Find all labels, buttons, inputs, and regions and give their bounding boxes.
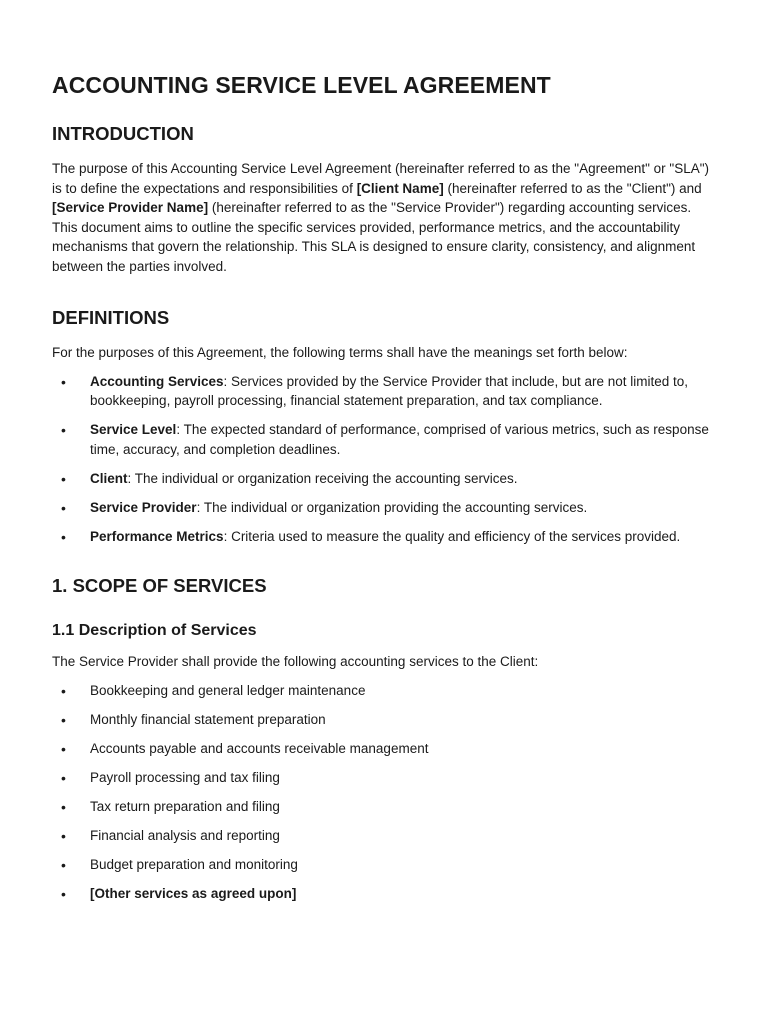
service-item: [52, 855, 720, 875]
scope-heading: 1. SCOPE OF SERVICES: [52, 575, 267, 596]
intro-text-2: (hereinafter referred to as the "Client") and: [443, 180, 702, 196]
service-item: [52, 710, 720, 730]
description-of-services-heading: 1.1 Description of Services: [52, 622, 257, 639]
client-name-placeholder: [Client Name]: [356, 180, 444, 196]
service-item: [52, 768, 720, 788]
document-title: ACCOUNTING SERVICE LEVEL AGREEMENT: [52, 72, 551, 98]
definitions-heading: DEFINITIONS: [52, 307, 170, 328]
service-text: Accounts payable and accounts receivable management: [90, 740, 429, 756]
bullet-icon: •: [61, 422, 66, 438]
introduction-heading: INTRODUCTION: [52, 123, 194, 144]
definitions-intro: For the purposes of this Agreement, the following terms shall have the meanings set forth below:: [52, 345, 628, 360]
bullet-icon: •: [61, 885, 66, 902]
service-text: Payroll processing and tax filing: [90, 769, 280, 785]
service-text: Budget preparation and monitoring: [90, 856, 298, 872]
service-item: [52, 826, 720, 846]
scope-intro: The Service Provider shall provide the following accounting services to the Client:: [52, 654, 539, 669]
bullet-icon: •: [61, 682, 66, 699]
document-content: [52, 70, 720, 903]
definition-text: : The individual or organization providing the accounting services.: [196, 499, 588, 515]
definition-term: Service Level: [90, 422, 177, 437]
definition-item: [52, 498, 720, 518]
bullet-icon: •: [61, 740, 66, 757]
bullet-icon: •: [61, 499, 66, 516]
service-text-other: [Other services as agreed upon]: [90, 885, 297, 901]
service-text: Tax return preparation and filing: [90, 798, 280, 814]
definition-term: Accounting Services: [90, 373, 224, 389]
definitions-list: [52, 372, 720, 547]
definition-term: Service Provider: [90, 499, 197, 515]
bullet-icon: •: [61, 827, 66, 844]
bullet-icon: •: [61, 856, 66, 873]
definition-term: Client: [90, 470, 128, 486]
service-item: [52, 884, 720, 904]
definition-text: : The individual or organization receiving the accounting services.: [127, 470, 518, 486]
definition-term: Performance Metrics: [90, 528, 224, 544]
services-list: [52, 681, 720, 904]
bullet-icon: •: [61, 528, 66, 545]
bullet-icon: •: [61, 769, 66, 786]
definition-item: [52, 469, 720, 489]
intro-text-3: (hereinafter referred to as the "Service Provider") regarding accounting services. This document aims to outline the specific services provided, performance metrics, and the accountability mechanisms that govern the relationship. This SLA is designed to ensure clarity, consistency, and alignment between the parties involved.: [52, 200, 696, 274]
definition-item: [52, 372, 720, 411]
bullet-icon: •: [61, 711, 66, 728]
provider-name-placeholder: [Service Provider Name]: [52, 200, 209, 215]
bullet-icon: •: [61, 798, 66, 815]
intro-text-1: The purpose of this Accounting Service Level Agreement (hereinafter referred to as the "Agreement" or "SLA") is to define the expectations and responsibilities of: [52, 161, 710, 196]
service-text: Bookkeeping and general ledger maintenance: [90, 682, 366, 698]
service-text: Financial analysis and reporting: [90, 827, 280, 843]
service-item: [52, 797, 720, 817]
definition-text: : The expected standard of performance, comprised of various metrics, such as response time, accuracy, and completion deadlines.: [90, 422, 709, 457]
service-item: [52, 739, 720, 759]
bullet-icon: •: [61, 470, 66, 487]
definition-item: [52, 420, 720, 459]
service-text: Monthly financial statement preparation: [90, 711, 326, 727]
definition-item: [52, 527, 720, 547]
definition-text: : Services provided by the Service Provider that include, but are not limited to, bookkeeping, payroll processing, financial statement preparation, and tax compliance.: [90, 373, 689, 408]
definition-text: : Criteria used to measure the quality and efficiency of the services provided.: [223, 528, 681, 544]
service-item: [52, 681, 720, 701]
introduction-paragraph: [52, 159, 720, 276]
bullet-icon: •: [61, 373, 66, 390]
